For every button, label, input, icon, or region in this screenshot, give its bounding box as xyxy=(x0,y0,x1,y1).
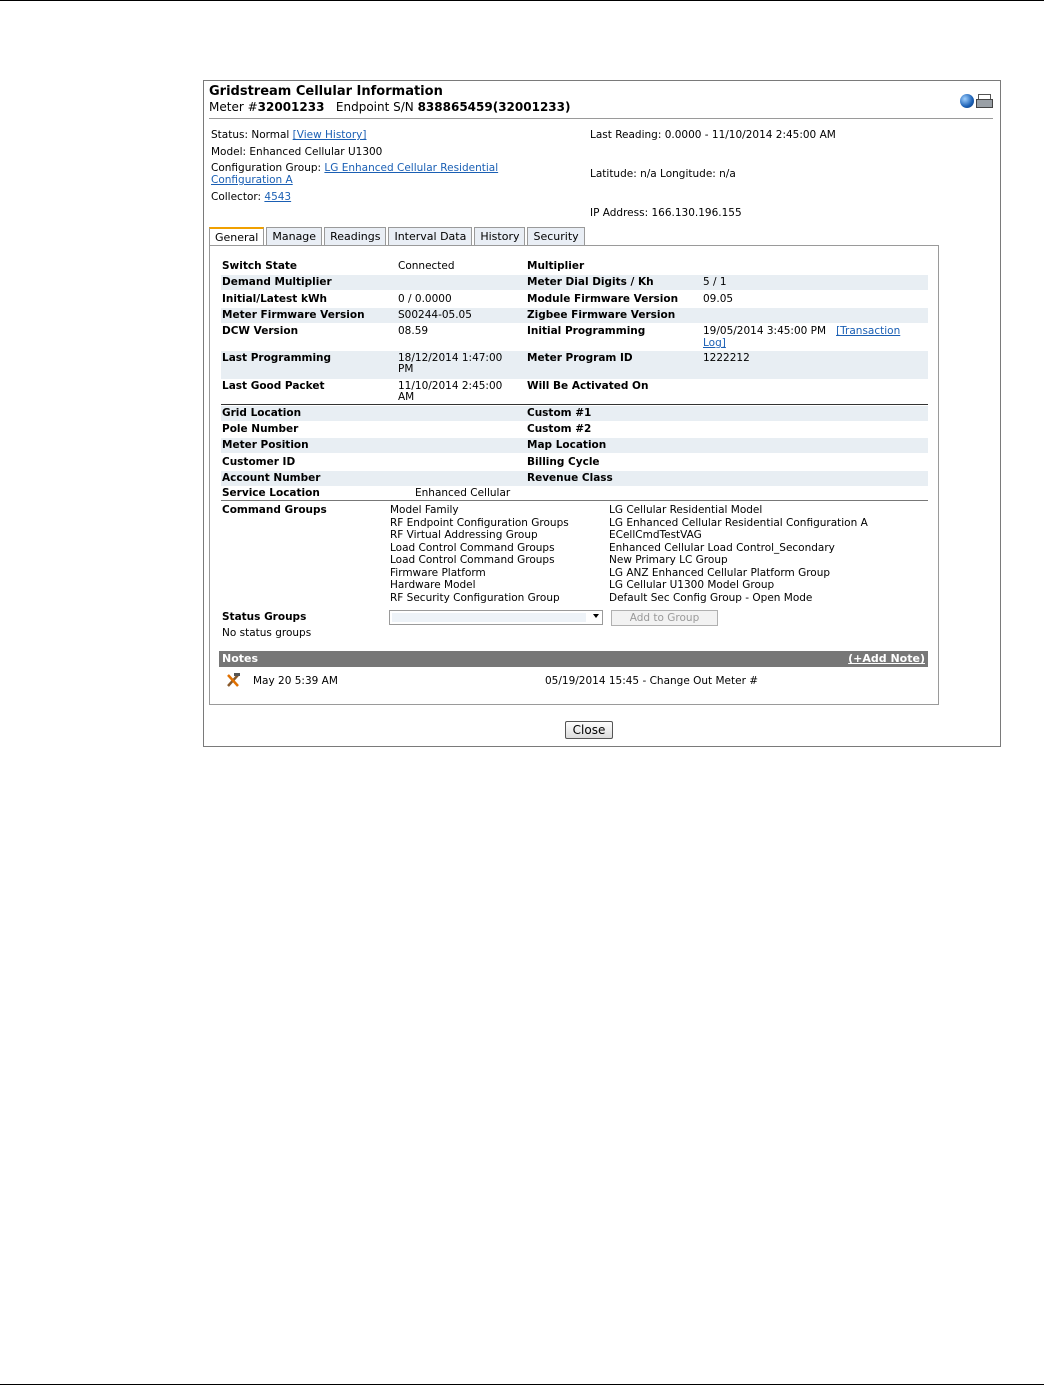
collector-line xyxy=(211,191,291,203)
field-label: Meter Firmware Version xyxy=(222,309,365,321)
field-value: 08.59 xyxy=(398,325,429,337)
detail-row xyxy=(221,275,928,290)
add-note-link[interactable]: (+Add Note) xyxy=(848,652,925,665)
field-label: Initial/Latest kWh xyxy=(222,293,327,305)
dialog-title: Gridstream Cellular Information xyxy=(209,84,443,99)
list-item: Load Control Command Groups xyxy=(390,541,555,554)
section-divider xyxy=(221,404,928,405)
detail-row xyxy=(221,308,928,323)
config-group-label: Configuration Group: xyxy=(211,162,322,174)
command-group-names xyxy=(609,504,868,604)
close-button[interactable]: Close xyxy=(565,721,613,739)
field-label: Map Location xyxy=(527,439,607,451)
field-value: Connected xyxy=(398,260,455,272)
tab-readings[interactable]: Readings xyxy=(324,227,386,246)
printer-icon[interactable] xyxy=(976,94,992,108)
general-panel xyxy=(209,245,939,705)
ip-address: IP Address: 166.130.196.155 xyxy=(590,207,742,219)
config-group-link-continued[interactable]: Configuration A xyxy=(211,174,293,186)
chevron-down-icon[interactable] xyxy=(593,614,599,618)
detail-row xyxy=(221,455,928,470)
field-label: Meter Dial Digits / Kh xyxy=(527,276,654,288)
status-groups-label: Status Groups xyxy=(222,611,307,623)
field-value xyxy=(703,325,900,337)
endpoint-sn: 838865459(32001233) xyxy=(417,100,571,114)
field-label: Custom #1 xyxy=(527,407,592,419)
note-date: May 20 5:39 AM xyxy=(253,675,338,687)
list-item: LG Cellular Residential Model xyxy=(609,504,763,516)
field-label: Initial Programming xyxy=(527,325,646,337)
field-value: 0 / 0.0000 xyxy=(398,293,452,305)
page-top-rule xyxy=(0,0,1044,1)
add-to-group-button[interactable]: Add to Group xyxy=(611,610,718,626)
list-item: RF Virtual Addressing Group xyxy=(390,529,538,541)
notes-title: Notes xyxy=(222,652,259,665)
page-bottom-rule xyxy=(0,1384,1044,1385)
list-item: RF Endpoint Configuration Groups xyxy=(390,516,569,529)
collector-label: Collector: xyxy=(211,191,262,203)
notes-header xyxy=(219,651,928,667)
list-item: New Primary LC Group xyxy=(609,554,728,566)
tools-icon[interactable] xyxy=(225,672,241,688)
transaction-log-link[interactable]: [Transaction xyxy=(836,325,901,337)
field-value: 09.05 xyxy=(703,293,734,305)
field-label: Last Programming xyxy=(222,352,332,364)
meter-number: 32001233 xyxy=(257,100,325,114)
field-label: Customer ID xyxy=(222,456,296,468)
command-group-types xyxy=(390,504,569,604)
dialog-subtitle xyxy=(209,100,571,114)
field-label: Grid Location xyxy=(222,407,302,419)
field-value: S00244-05.05 xyxy=(398,309,472,321)
field-label: Meter Position xyxy=(222,439,309,451)
tab-security[interactable]: Security xyxy=(527,227,584,246)
field-label: Last Good Packet xyxy=(222,380,325,392)
status-text: Status: Normal xyxy=(211,129,290,141)
detail-row xyxy=(221,438,928,453)
field-label: Account Number xyxy=(222,472,321,484)
status-line xyxy=(211,129,366,141)
meter-info-dialog xyxy=(203,80,1001,747)
model-text: Model: Enhanced Cellular U1300 xyxy=(211,146,383,158)
field-value-continued: AM xyxy=(398,391,415,403)
list-item: RF Security Configuration Group xyxy=(390,591,560,604)
field-label: Zigbee Firmware Version xyxy=(527,309,676,321)
section-divider xyxy=(221,500,928,501)
note-text: 05/19/2014 15:45 - Change Out Meter # xyxy=(545,675,759,687)
transaction-log-link-continued[interactable]: Log] xyxy=(703,337,726,349)
tab-interval-data[interactable]: Interval Data xyxy=(388,227,472,246)
field-label: Custom #2 xyxy=(527,423,592,435)
field-label: Billing Cycle xyxy=(527,456,600,468)
config-group-line xyxy=(211,162,498,174)
command-groups-label: Command Groups xyxy=(222,504,327,516)
detail-row xyxy=(221,379,928,405)
detail-row xyxy=(221,422,928,437)
list-item: ECellCmdTestVAG xyxy=(609,529,702,541)
view-history-link[interactable]: [View History] xyxy=(292,129,367,141)
field-label: Revenue Class xyxy=(527,472,613,484)
header-icons xyxy=(960,94,992,108)
detail-row xyxy=(221,406,928,421)
list-item: LG Cellular U1300 Model Group xyxy=(609,579,775,591)
last-reading: Last Reading: 0.0000 - 11/10/2014 2:45:00 AM xyxy=(590,129,836,141)
list-item: Firmware Platform xyxy=(390,566,486,579)
list-item: Default Sec Config Group - Open Mode xyxy=(609,591,813,604)
detail-row xyxy=(221,471,928,486)
list-item: Load Control Command Groups xyxy=(390,554,555,566)
tab-history[interactable]: History xyxy=(474,227,525,246)
field-label: Demand Multiplier xyxy=(222,276,332,288)
status-group-select-value xyxy=(392,613,586,622)
detail-row xyxy=(221,259,928,274)
list-item: Model Family xyxy=(390,504,459,516)
field-value: 5 / 1 xyxy=(703,276,727,288)
field-label: Module Firmware Version xyxy=(527,293,679,305)
detail-row xyxy=(221,351,928,379)
globe-icon[interactable] xyxy=(960,94,974,108)
field-value: 1222212 xyxy=(703,352,750,364)
field-value-continued: PM xyxy=(398,363,414,375)
field-label: Pole Number xyxy=(222,423,299,435)
detail-row xyxy=(221,486,928,500)
tab-bar xyxy=(209,227,585,245)
detail-row xyxy=(221,324,928,351)
list-item: LG Enhanced Cellular Residential Configuration A xyxy=(609,516,868,529)
field-label: Meter Program ID xyxy=(527,352,633,364)
field-value: Enhanced Cellular xyxy=(415,487,511,499)
config-group-link[interactable]: LG Enhanced Cellular Residential xyxy=(324,162,499,174)
field-label: Switch State xyxy=(222,260,298,272)
tab-manage[interactable]: Manage xyxy=(266,227,322,246)
detail-row xyxy=(221,292,928,307)
initial-programming-value: 19/05/2014 3:45:00 PM xyxy=(703,325,827,337)
list-item: LG ANZ Enhanced Cellular Platform Group xyxy=(609,566,831,579)
endpoint-prefix: Endpoint S/N xyxy=(335,100,414,114)
collector-link[interactable]: 4543 xyxy=(264,191,292,203)
header-divider xyxy=(209,118,993,119)
field-label: Will Be Activated On xyxy=(527,380,649,392)
meter-prefix: Meter # xyxy=(209,100,258,114)
no-status-groups-text: No status groups xyxy=(222,627,312,639)
field-label: Service Location xyxy=(222,487,320,499)
field-value: 11/10/2014 2:45:00 xyxy=(398,380,503,392)
list-item: Hardware Model xyxy=(390,579,476,591)
field-label: Multiplier xyxy=(527,260,585,272)
lat-long: Latitude: n/a Longitude: n/a xyxy=(590,168,736,180)
field-label: DCW Version xyxy=(222,325,299,337)
tab-general[interactable]: General xyxy=(209,227,264,248)
list-item: Enhanced Cellular Load Control_Secondary xyxy=(609,541,835,554)
field-value: 18/12/2014 1:47:00 xyxy=(398,352,503,364)
status-group-select[interactable] xyxy=(389,610,603,625)
